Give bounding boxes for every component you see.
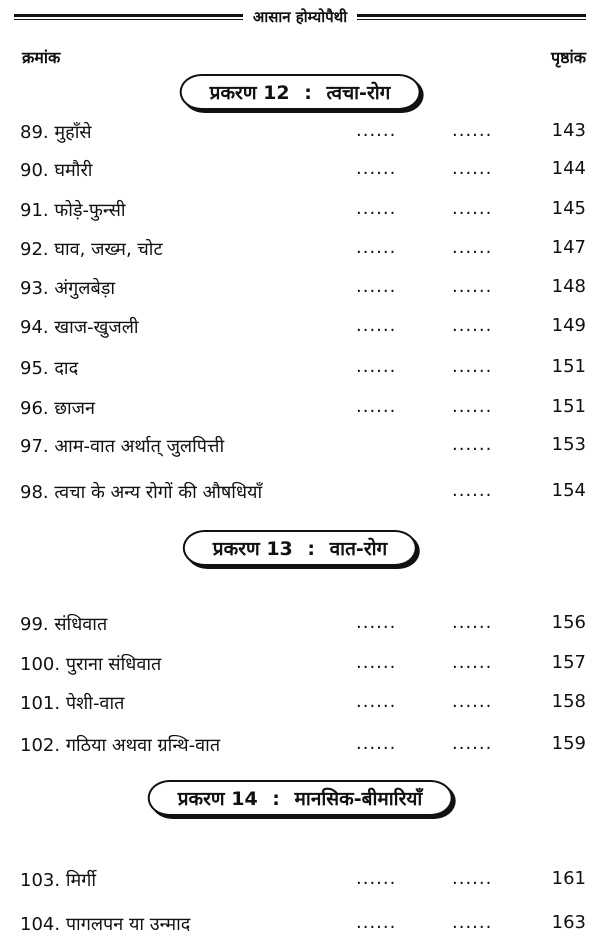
toc-entry	[20, 733, 586, 759]
leader-dots: ......	[356, 868, 397, 889]
leader-dots: ......	[452, 276, 493, 297]
leader-dots: ......	[356, 733, 397, 754]
entry-number: 91.	[20, 200, 49, 221]
leader-dots: ......	[356, 120, 397, 141]
entry-title: पुराना संधिवात	[65, 654, 162, 675]
leader-dots: ......	[452, 868, 493, 889]
entry-title: मुहाँसे	[54, 122, 92, 143]
leader-dots: ......	[356, 315, 397, 336]
toc-entry	[20, 120, 586, 146]
toc-entry	[20, 237, 586, 263]
chapter-heading	[180, 74, 421, 110]
leader-dots: ......	[452, 733, 493, 754]
entry-page: 147	[551, 237, 586, 258]
entry-number: 101.	[20, 693, 61, 714]
entry-title: गठिया अथवा ग्रन्थि-वात	[65, 735, 221, 756]
entry-title: मिर्गी	[65, 870, 97, 891]
leader-dots: ......	[452, 396, 493, 417]
entry-page: 145	[551, 198, 586, 219]
leader-dots: ......	[452, 237, 493, 258]
entry-number: 92.	[20, 239, 49, 260]
leader-dots: ......	[356, 356, 397, 377]
entry-page: 158	[551, 691, 586, 712]
entry-page: 154	[551, 480, 586, 501]
chapter-name: त्वचा-रोग	[326, 82, 391, 104]
leader-dots: ......	[452, 356, 493, 377]
toc-entry	[20, 434, 586, 460]
toc-entry	[20, 276, 586, 302]
chapter-colon: :	[272, 788, 280, 810]
toc-entry	[20, 158, 586, 184]
leader-dots: ......	[452, 480, 493, 501]
toc-entry	[20, 652, 586, 678]
leader-dots: ......	[452, 198, 493, 219]
leader-dots: ......	[452, 691, 493, 712]
entry-page: 153	[551, 434, 586, 455]
entry-number: 89.	[20, 122, 49, 143]
leader-dots: ......	[356, 691, 397, 712]
entry-page: 151	[551, 356, 586, 377]
leader-dots: ......	[356, 276, 397, 297]
chapter-name: वात-रोग	[329, 538, 388, 560]
entry-number: 93.	[20, 278, 49, 299]
toc-entry	[20, 315, 586, 341]
entry-number: 96.	[20, 398, 49, 419]
leader-dots: ......	[356, 652, 397, 673]
toc-entry	[20, 480, 586, 506]
chapter-heading	[148, 780, 453, 816]
entry-title: छाजन	[54, 398, 96, 419]
entry-number: 99.	[20, 614, 49, 635]
entry-title: दाद	[54, 358, 79, 379]
entry-page: 161	[551, 868, 586, 889]
entry-number: 102.	[20, 735, 61, 756]
leader-dots: ......	[452, 120, 493, 141]
entry-page: 143	[551, 120, 586, 141]
entry-title: फोड़े-फुन्सी	[54, 200, 126, 221]
entry-number: 103.	[20, 870, 61, 891]
leader-dots: ......	[452, 315, 493, 336]
entry-page: 157	[551, 652, 586, 673]
chapter-colon: :	[307, 538, 315, 560]
chapter-label: प्रकरण 14	[177, 788, 258, 810]
entry-title: आम-वात अर्थात् जुलपित्ती	[54, 436, 225, 457]
column-heading-serial: क्रमांक	[22, 48, 61, 67]
header-rule-left	[14, 14, 243, 20]
entry-title: अंगुलबेड़ा	[54, 278, 116, 299]
leader-dots: ......	[356, 396, 397, 417]
entry-number: 98.	[20, 482, 49, 503]
leader-dots: ......	[356, 612, 397, 633]
entry-title: पागलपन या उन्माद	[65, 914, 191, 935]
entry-title: संधिवात	[54, 614, 108, 635]
toc-entry	[20, 198, 586, 224]
toc-entry	[20, 868, 586, 894]
entry-title: घाव, जख्म, चोट	[54, 239, 163, 260]
entry-number: 104.	[20, 914, 61, 935]
entry-page: 151	[551, 396, 586, 417]
leader-dots: ......	[452, 434, 493, 455]
chapter-name: मानसिक-बीमारियाँ	[294, 788, 423, 810]
leader-dots: ......	[452, 652, 493, 673]
entry-title: खाज-खुजली	[54, 317, 139, 338]
entry-title: घमौरी	[54, 160, 93, 181]
running-header	[14, 6, 586, 28]
toc-entry	[20, 612, 586, 638]
chapter-label: प्रकरण 12	[209, 82, 290, 104]
toc-entry	[20, 356, 586, 382]
leader-dots: ......	[452, 158, 493, 179]
entry-page: 159	[551, 733, 586, 754]
toc-entry	[20, 912, 586, 938]
running-title: आसान होम्योपैथी	[252, 8, 348, 26]
leader-dots: ......	[356, 158, 397, 179]
leader-dots: ......	[356, 237, 397, 258]
column-heading-page: पृष्ठांक	[551, 48, 586, 67]
entry-page: 148	[551, 276, 586, 297]
toc-entry	[20, 691, 586, 717]
entry-number: 90.	[20, 160, 49, 181]
entry-page: 163	[551, 912, 586, 933]
entry-number: 95.	[20, 358, 49, 379]
entry-page: 156	[551, 612, 586, 633]
chapter-label: प्रकरण 13	[212, 538, 293, 560]
chapter-colon: :	[304, 82, 312, 104]
entry-title: पेशी-वात	[65, 693, 125, 714]
entry-number: 94.	[20, 317, 49, 338]
entry-number: 97.	[20, 436, 49, 457]
leader-dots: ......	[356, 198, 397, 219]
leader-dots: ......	[452, 612, 493, 633]
toc-entry	[20, 396, 586, 422]
leader-dots: ......	[356, 912, 397, 933]
entry-page: 149	[551, 315, 586, 336]
entry-title: त्वचा के अन्य रोगों की औषधियाँ	[54, 482, 263, 503]
chapter-heading	[183, 530, 417, 566]
entry-page: 144	[551, 158, 586, 179]
header-rule-right	[357, 14, 586, 20]
leader-dots: ......	[452, 912, 493, 933]
entry-number: 100.	[20, 654, 61, 675]
